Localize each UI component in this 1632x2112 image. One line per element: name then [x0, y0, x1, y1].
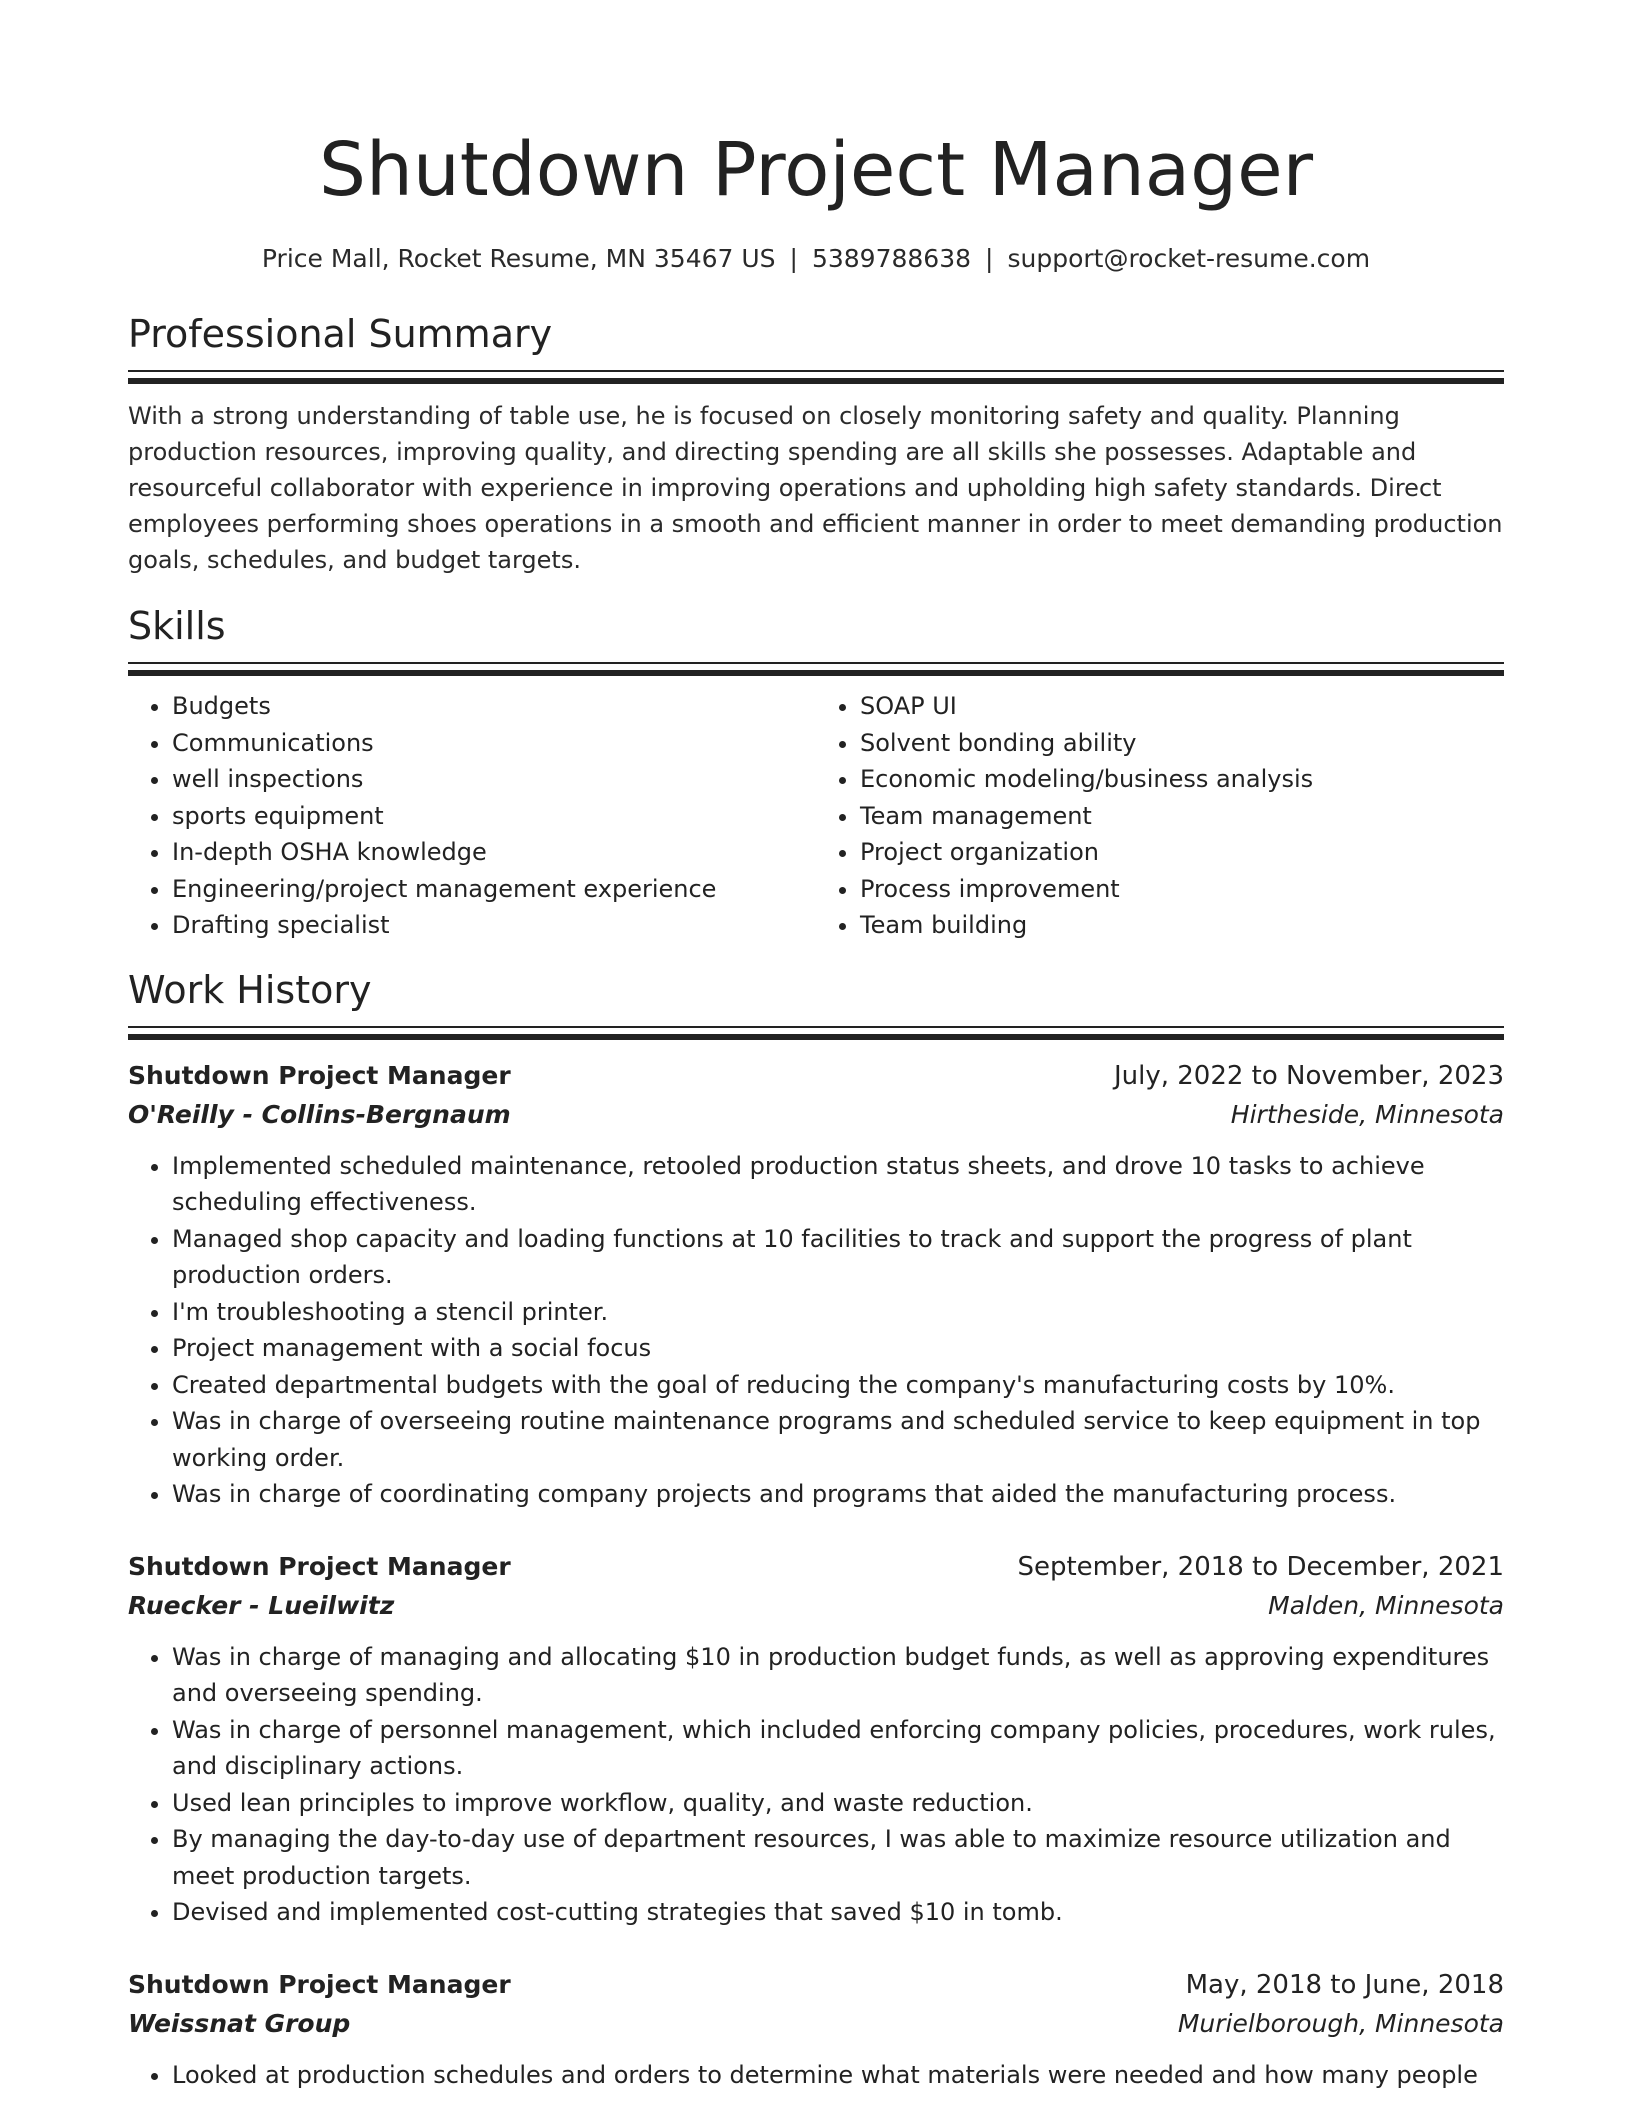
skills-heading: Skills — [128, 604, 226, 648]
contact-address: Price Mall, Rocket Resume, MN 35467 US — [261, 244, 776, 273]
job-title: Shutdown Project Manager — [128, 1060, 511, 1090]
skill-item: • well inspections — [172, 761, 816, 798]
skills-list-right — [816, 688, 1504, 944]
resume-name: Shutdown Project Manager — [318, 127, 1314, 213]
job-location: Malden, Minnesota — [1268, 1590, 1504, 1620]
skill-item: • Drafting specialist — [172, 907, 816, 944]
contact-separator: | — [789, 244, 798, 273]
skill-item: • Team building — [860, 907, 1504, 944]
job-entry — [128, 1967, 1504, 2094]
job-bullet: • By managing the day-to-day use of department resources, I was able to maximize resource utilization and meet production targets. — [172, 1821, 1504, 1894]
skills-columns — [128, 688, 1504, 944]
job-company: O'Reilly - Collins-Bergnaum — [128, 1099, 511, 1129]
job-bullet: • Was in charge of overseeing routine maintenance programs and scheduled service to keep equipment in top working order. — [172, 1403, 1504, 1476]
job-entry — [128, 1549, 1504, 1931]
work-history-heading: Work History — [128, 967, 372, 1012]
job-company-row — [128, 1585, 1504, 1627]
job-bullets — [128, 1639, 1504, 1931]
job-bullet: • Was in charge of managing and allocating $10 in production budget funds, as well as approving expenditures and overseeing spending. — [172, 1639, 1504, 1712]
job-bullet: • Implemented scheduled maintenance, retooled production status sheets, and drove 10 tasks to achieve scheduling effectiveness. — [172, 1148, 1504, 1221]
skill-item: • SOAP UI — [860, 688, 1504, 725]
job-bullet: • Used lean principles to improve workflow, quality, and waste reduction. — [172, 1785, 1504, 1822]
contact-phone: 5389788638 — [811, 244, 972, 273]
job-bullet: • Devised and implemented cost-cutting strategies that saved $10 in tomb. — [172, 1894, 1504, 1931]
skills-section — [128, 602, 1504, 944]
job-company: Weissnat Group — [128, 2008, 351, 2038]
job-bullet: • Was in charge of personnel management, which included enforcing company policies, procedures, work rules, and disciplinary actions. — [172, 1712, 1504, 1785]
job-dates: May, 2018 to June, 2018 — [1185, 1969, 1504, 2000]
summary-heading: Professional Summary — [128, 312, 553, 356]
job-bullet: • Project management with a social focus — [172, 1330, 1504, 1367]
job-header-row — [128, 1058, 1504, 1094]
job-company-row — [128, 1094, 1504, 1136]
skill-item: • In-depth OSHA knowledge — [172, 834, 816, 871]
job-location: Hirtheside, Minnesota — [1230, 1099, 1504, 1129]
job-company-row — [128, 2003, 1504, 2045]
contact-line — [128, 242, 1504, 276]
job-company: Ruecker - Lueilwitz — [128, 1590, 395, 1620]
contact-separator: | — [985, 244, 994, 273]
skill-item: • sports equipment — [172, 798, 816, 835]
job-location: Murielborough, Minnesota — [1177, 2008, 1504, 2038]
job-bullet: • I'm troubleshooting a stencil printer. — [172, 1294, 1504, 1331]
section-divider — [128, 370, 1504, 384]
skill-item: • Engineering/project management experience — [172, 871, 816, 908]
section-divider — [128, 662, 1504, 676]
summary-text: With a strong understanding of table use, he is focused on closely monitoring safety and quality. Planning production resources, improving quality, and directing spending are all skills she possesses. Adaptable and resourceful collaborator with experience in improving operations and upholding high safety standards. Direct employees performing shoes operations in a smooth and efficient manner in order to meet demanding production goals, schedules, and budget targets. — [128, 402, 1503, 574]
job-title: Shutdown Project Manager — [128, 1551, 511, 1581]
skill-item: • Process improvement — [860, 871, 1504, 908]
job-dates: September, 2018 to December, 2021 — [1017, 1551, 1504, 1582]
job-bullet: • Was in charge of coordinating company projects and programs that aided the manufacturing process. — [172, 1476, 1504, 1513]
work-history-section — [128, 966, 1504, 2094]
skill-item: • Communications — [172, 725, 816, 762]
job-bullets — [128, 2057, 1504, 2094]
job-title: Shutdown Project Manager — [128, 1969, 511, 1999]
job-bullet: • Created departmental budgets with the goal of reducing the company's manufacturing costs by 10%. — [172, 1367, 1504, 1404]
section-divider — [128, 1026, 1504, 1040]
skill-item: • Project organization — [860, 834, 1504, 871]
job-bullet: • Managed shop capacity and loading functions at 10 facilities to track and support the progress of plant production orders. — [172, 1221, 1504, 1294]
contact-email[interactable]: support@rocket-resume.com — [1007, 244, 1371, 273]
skill-item: • Budgets — [172, 688, 816, 725]
skill-item: • Team management — [860, 798, 1504, 835]
job-dates: July, 2022 to November, 2023 — [1113, 1060, 1504, 1091]
job-entry — [128, 1058, 1504, 1513]
skill-item: • Solvent bonding ability — [860, 725, 1504, 762]
resume-page — [128, 0, 1504, 2112]
skills-list-left — [128, 688, 816, 944]
job-header-row — [128, 1967, 1504, 2003]
job-bullet: • Looked at production schedules and orders to determine what materials were needed and how many people — [172, 2057, 1504, 2094]
summary-section — [128, 310, 1504, 578]
skill-item: • Economic modeling/business analysis — [860, 761, 1504, 798]
job-header-row — [128, 1549, 1504, 1585]
job-bullets — [128, 1148, 1504, 1513]
